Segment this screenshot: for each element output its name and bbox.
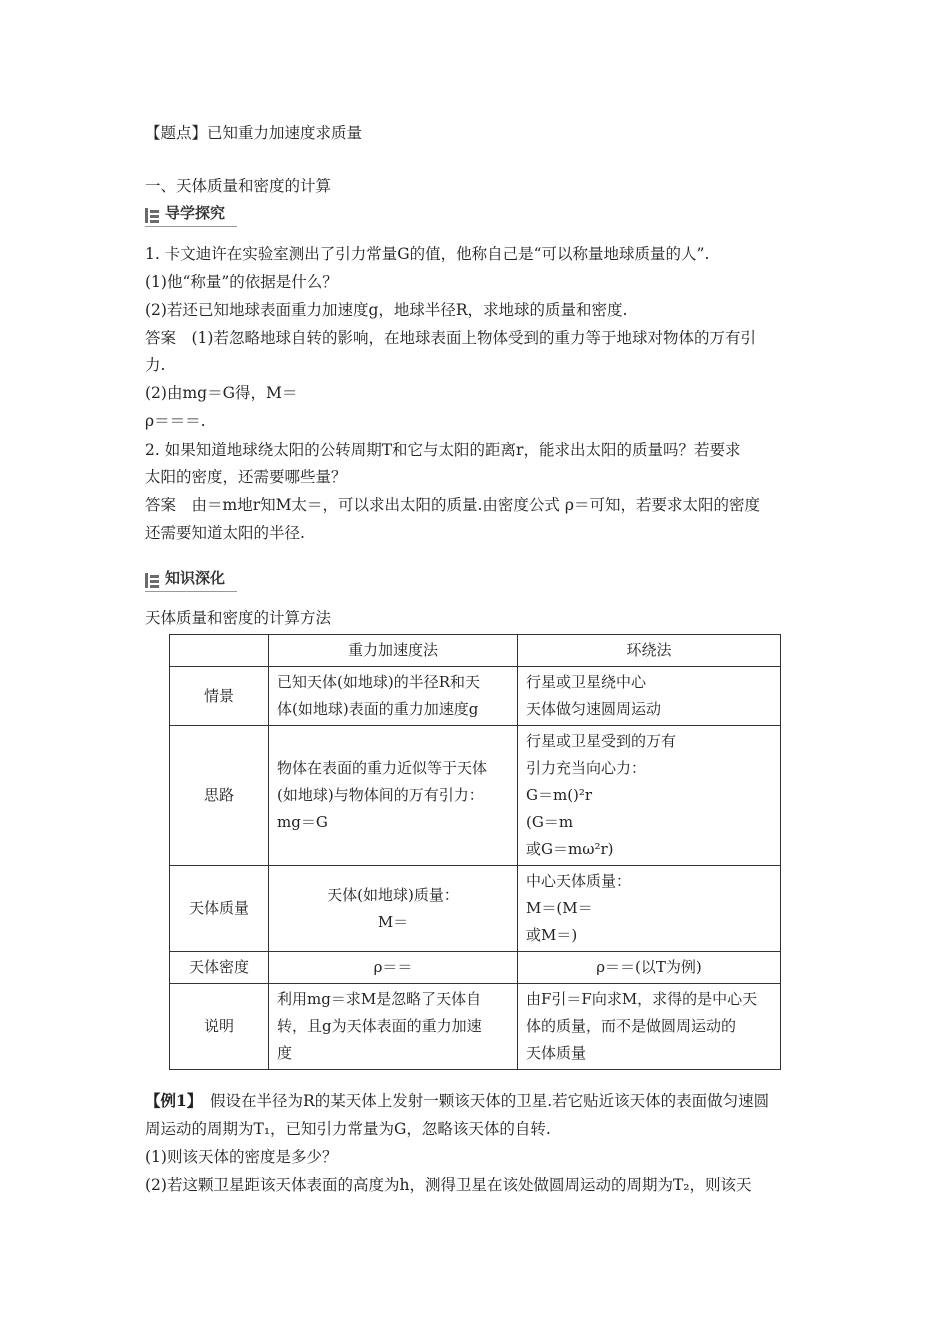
example-sub1: (1)则该天体的密度是多少？ xyxy=(145,1148,338,1166)
gravity-cell xyxy=(269,984,518,1070)
cell-line: 天体做匀速圆周运动 xyxy=(526,700,662,718)
row-label: 情景 xyxy=(170,667,269,726)
table-row xyxy=(170,866,781,952)
method-table xyxy=(169,634,781,1070)
cell-line: M＝(M＝ xyxy=(526,899,593,917)
header-gravity-method: 重力加速度法 xyxy=(269,635,518,667)
knowledge-deepen-title: 知识深化 xyxy=(165,569,226,587)
cell-line: 行星或卫星受到的万有 xyxy=(526,732,677,750)
example-text: 假设在半径为R的某天体上发射一颗该天体的卫星.若它贴近该天体的表面做匀速圆 xyxy=(194,1092,770,1110)
example-tag: 【例1】 xyxy=(145,1091,195,1110)
cell-line: 转，且g为天体表面的重力加速 xyxy=(277,1017,482,1035)
table-row xyxy=(170,984,781,1070)
row-label: 说明 xyxy=(170,984,269,1070)
cell-line: (如地球)与物体间的万有引力： xyxy=(277,786,484,804)
cell-line: 已知天体(如地球)的半径R和天 xyxy=(277,673,480,691)
table-caption: 天体质量和密度的计算方法 xyxy=(145,609,332,627)
cell-line: 或G＝mω²r) xyxy=(526,840,614,858)
gravity-cell xyxy=(269,726,518,866)
section-bar-icon xyxy=(145,208,148,223)
table-header-row xyxy=(170,635,781,667)
cell-line: 体的质量，而不是做圆周运动的 xyxy=(526,1017,737,1035)
orbit-cell: ρ＝＝(以T为例) xyxy=(518,952,781,984)
gravity-cell: ρ＝＝ xyxy=(269,952,518,984)
knowledge-deepen-label xyxy=(145,566,225,588)
section-title: 一、天体质量和密度的计算 xyxy=(145,177,332,195)
gravity-cell xyxy=(269,866,518,952)
table-row xyxy=(170,667,781,726)
row-label: 天体质量 xyxy=(170,866,269,952)
orbit-cell xyxy=(518,667,781,726)
example-line1 xyxy=(145,1091,769,1111)
row-label: 思路 xyxy=(170,726,269,866)
cell-line: 度 xyxy=(277,1044,293,1062)
orbit-cell xyxy=(518,984,781,1070)
section-lines-icon xyxy=(150,210,159,223)
cell-line: (G＝m xyxy=(526,813,574,831)
q2-answer-line2: 还需要知道太阳的半径. xyxy=(145,524,305,542)
header-orbit-method: 环绕法 xyxy=(518,635,781,667)
cell-line: 引力充当向心力： xyxy=(526,759,647,777)
topic-heading: 【题点】已知重力加速度求质量 xyxy=(145,124,363,142)
section-lines-icon xyxy=(150,575,159,588)
guide-explore-label xyxy=(145,201,225,223)
orbit-cell xyxy=(518,726,781,866)
q1-intro: 1. 卡文迪许在实验室测出了引力常量G的值，他称自己是“可以称量地球质量的人”. xyxy=(145,245,710,263)
q2-line2: 太阳的密度，还需要哪些量？ xyxy=(145,468,347,486)
q1-answer-line3: (2)由mg＝G得，M＝ xyxy=(145,384,298,402)
cell-line: 天体质量 xyxy=(526,1044,587,1062)
cell-line: 体(如地球)表面的重力加速度g xyxy=(277,700,479,718)
cell-line: 天体(如地球)质量： xyxy=(327,885,459,904)
table-row xyxy=(170,726,781,866)
gravity-cell xyxy=(269,667,518,726)
guide-explore-title: 导学探究 xyxy=(165,204,226,222)
q1-sub1: (1)他“称量”的依据是什么？ xyxy=(145,273,338,291)
row-label: 天体密度 xyxy=(170,952,269,984)
cell-line: 由F引＝F向求M，求得的是中心天 xyxy=(526,990,758,1008)
cell-line: 利用mg＝求M是忽略了天体自 xyxy=(277,990,482,1008)
cell-line: 物体在表面的重力近似等于天体 xyxy=(277,759,488,777)
q1-sub2: (2)若还已知地球表面重力加速度g，地球半径R，求地球的质量和密度. xyxy=(145,301,628,319)
section-bar-icon xyxy=(145,573,148,588)
example-line2: 周运动的周期为T₁，已知引力常量为G，忽略该天体的自转. xyxy=(145,1120,551,1138)
cell-line: G＝m()²r xyxy=(526,786,593,804)
cell-line: mg＝G xyxy=(277,813,328,831)
q2-answer-line1: 答案 由＝m地r知M太＝，可以求出太阳的质量.由密度公式 ρ＝可知，若要求太阳的密度 xyxy=(145,496,760,514)
example-sub2: (2)若这颗卫星距该天体表面的高度为h，测得卫星在该处做圆周运动的周期为T₂，则该天 xyxy=(145,1176,752,1194)
q2-line1: 2. 如果知道地球绕太阳的公转周期T和它与太阳的距离r，能求出太阳的质量吗？若要求 xyxy=(145,441,741,459)
table-row xyxy=(170,952,781,984)
orbit-cell xyxy=(518,866,781,952)
q1-answer-line4: ρ＝＝＝. xyxy=(145,412,206,430)
cell-line: 行星或卫星绕中心 xyxy=(526,673,647,691)
q1-answer-line2: 力. xyxy=(145,356,166,374)
q1-answer-line1: 答案 (1)若忽略地球自转的影响，在地球表面上物体受到的重力等于地球对物体的万有引 xyxy=(145,329,756,347)
cell-line: 或M＝) xyxy=(526,926,578,944)
cell-line: M＝ xyxy=(377,912,409,931)
header-empty xyxy=(170,635,269,667)
cell-line: 中心天体质量： xyxy=(526,872,632,890)
